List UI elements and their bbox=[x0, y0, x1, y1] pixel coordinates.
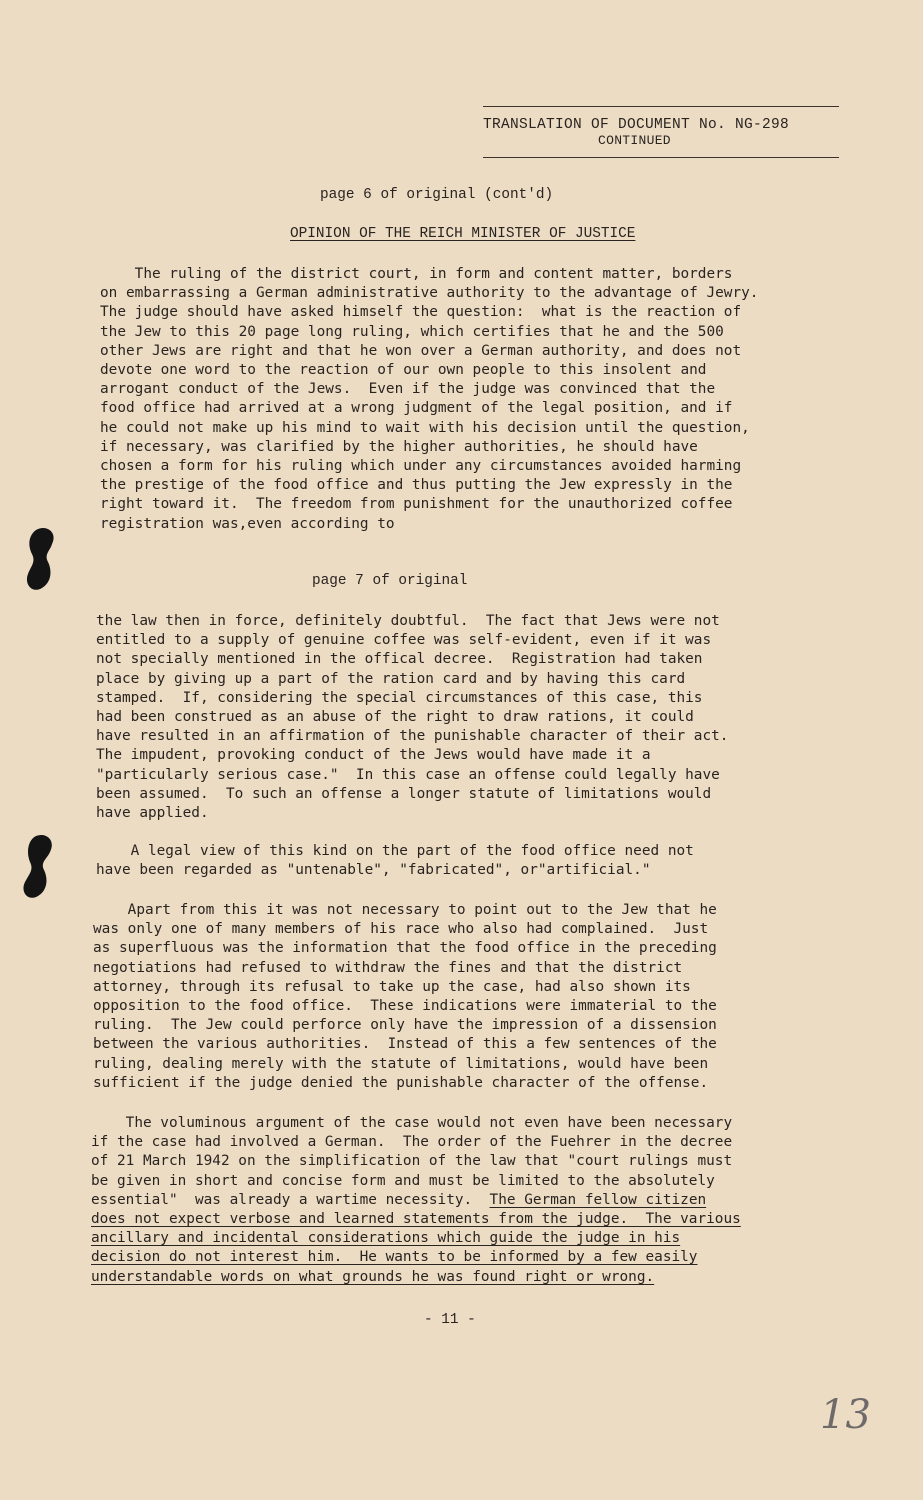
document-title: TRANSLATION OF DOCUMENT No. NG-298 bbox=[483, 117, 790, 133]
punch-hole-mark-2 bbox=[20, 832, 66, 904]
document-continued: CONTINUED bbox=[598, 133, 671, 148]
paragraph-2: the law then in force, definitely doubtful. The fact that Jews were not entitled to a supply of genuine coffee was self-evident, even if it was not specially mentioned in the offical decree. Registration had taken place by giving up a part of the ration card and by having this card stamped. If, considering the special circumstances of this case, this had been construed as an abuse of the right to draw rations, it could have resulted in an affirmation of the punishable character of their act. The impudent, provoking conduct of the Jews would have made it a "particularly serious case." In this case an offense could legally have been assumed. To such an offense a longer statute of limitations would have applied. bbox=[96, 613, 729, 822]
paragraph-3: A legal view of this kind on the part of the food office need not have been regarded as "untenable", "fabricated", or"artificial." bbox=[96, 843, 694, 879]
section-title: OPINION OF THE REICH MINISTER OF JUSTICE bbox=[290, 226, 636, 242]
handwritten-page-number: 13 bbox=[820, 1392, 871, 1438]
paragraph-1: The ruling of the district court, in form and content matter, borders on embarrassing a German administrative authority to the advantage of Jewry. The judge should have asked himself the question: what is the reaction of the Jew to this 20 page long ruling, which certifies that he and the 500 other Jews are right and that he won over a German authority, and does not devote one word to the reaction of our own people to this insolent and arrogant conduct of the Jews. Even if the judge was convinced that the food office had arrived at a wrong judgment of the legal position, and if he could not make up his mind to wait with his decision until the question, if necessary, was clarified by the higher authorities, he should have chosen a form for his ruling which under any circumstances avoided harming the prestige of the food office and thus putting the Jew expressly in the right toward it. The freedom from punishment for the unauthorized coffee registration was,even according to bbox=[100, 266, 759, 532]
page-number: - 11 - bbox=[424, 1312, 476, 1328]
page7-label: page 7 of original bbox=[312, 573, 468, 589]
paragraph-5-underlined-start: The German fellow citizen bbox=[489, 1191, 707, 1208]
paragraph-5 bbox=[91, 1114, 741, 1287]
paragraph-4: Apart from this it was not necessary to point out to the Jew that he was only one of many members of his race who also had complained. Just as superfluous was the information that the food office in the preceding negotiations had refused to withdraw the fines and that the district attorney, through its refusal to take up the case, had also shown its opposition to the food office. These indications were immaterial to the ruling. The Jew could perforce only have the impression of a dissension between the various authorities. Instead of this a few sentences of the ruling, dealing merely with the statute of limitations, would have been sufficient if the judge denied the punishable character of the offense. bbox=[93, 902, 717, 1091]
paragraph-5-underlined-rest: does not expect verbose and learned statements from the judge. The various ancillary and incidental considerations which guide the judge in his decision do not interest him. He wants to be informed by a few easily understandable words on what grounds he was found right or wrong. bbox=[91, 1211, 741, 1285]
punch-hole-mark-1 bbox=[22, 524, 68, 596]
page6-label: page 6 of original (cont'd) bbox=[320, 187, 554, 203]
paragraph-5-intro: The voluminous argument of the case would not even have been necessary if the case had involved a German. The order of the Fuehrer in the decree of 21 March 1942 on the simplification of the law that "court rulings must be given in short and concise form and must be limited to the absolutely essential" was already a wartime necessity. bbox=[91, 1115, 733, 1208]
